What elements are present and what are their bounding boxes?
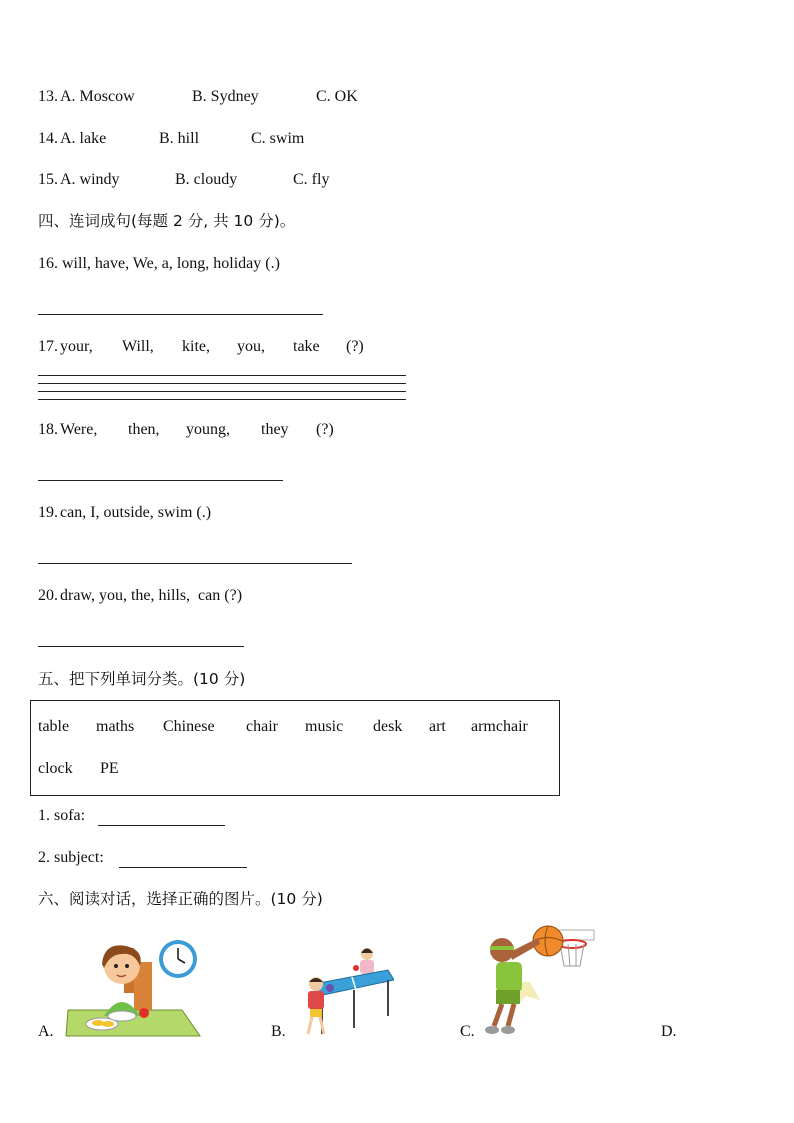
word-bank-word: maths: [96, 718, 135, 735]
q14-option-a: A. lake: [60, 130, 107, 147]
q17-writing-line[interactable]: [38, 391, 406, 392]
q16-answer-line[interactable]: [38, 314, 323, 315]
word-bank-box: [30, 700, 560, 796]
q15-option-b: B. cloudy: [175, 171, 238, 188]
table-tennis-picture: [294, 944, 394, 1038]
q20-text: draw, you, the, hills, can (?): [60, 587, 243, 604]
q17-writing-line[interactable]: [38, 375, 406, 376]
boy-eating-breakfast-picture: [64, 938, 202, 1038]
word-bank-word: PE: [100, 760, 119, 777]
word-bank-word: music: [305, 718, 344, 735]
q17-writing-line[interactable]: [38, 383, 406, 384]
category-subject-label: 2. subject:: [38, 849, 104, 866]
word-bank-word: armchair: [471, 718, 528, 735]
q18-word: then,: [128, 421, 160, 438]
q20-number: 20.: [38, 587, 58, 604]
q13-option-a: A. Moscow: [60, 88, 135, 105]
word-bank-word: Chinese: [163, 718, 215, 735]
q15-option-c: C. fly: [293, 171, 330, 188]
word-bank-word: desk: [373, 718, 403, 735]
category-sofa-label: 1. sofa:: [38, 807, 86, 824]
q17-word: your,: [60, 338, 93, 355]
q19-text: can, I, outside, swim (.): [60, 504, 212, 521]
q19-answer-line[interactable]: [38, 563, 352, 564]
category-subject-answer-line[interactable]: [119, 867, 247, 868]
q19-number: 19.: [38, 504, 58, 521]
section6-heading: 六、阅读对话，选择正确的图片。(10 分): [38, 890, 323, 908]
q17-word: you,: [237, 338, 265, 355]
option-b-label[interactable]: B.: [271, 1023, 286, 1040]
q13-option-b: B. Sydney: [192, 88, 259, 105]
q18-answer-line[interactable]: [38, 480, 283, 481]
q17-writing-line[interactable]: [38, 399, 406, 400]
q17-word: Will,: [122, 338, 154, 355]
q15-option-a: A. windy: [60, 171, 120, 188]
q18-word: Were,: [60, 421, 98, 438]
q13-option-c: C. OK: [316, 88, 358, 105]
word-bank-word: chair: [246, 718, 278, 735]
q20-answer-line[interactable]: [38, 646, 244, 647]
basketball-player-picture: [482, 922, 598, 1036]
word-bank-word: clock: [38, 760, 73, 777]
q18-word: young,: [186, 421, 230, 438]
q14-option-c: C. swim: [251, 130, 305, 147]
q18-word: (?): [316, 421, 334, 438]
q17-word: take: [293, 338, 320, 355]
q14-number: 14.: [38, 130, 58, 147]
q18-word: they: [261, 421, 289, 438]
q18-number: 18.: [38, 421, 58, 438]
q15-number: 15.: [38, 171, 58, 188]
section5-heading: 五、把下列单词分类。(10 分): [38, 670, 246, 688]
word-bank-word: art: [429, 718, 446, 735]
q14-option-b: B. hill: [159, 130, 200, 147]
option-a-label[interactable]: A.: [38, 1023, 54, 1040]
q17-number: 17.: [38, 338, 58, 355]
option-c-label[interactable]: C.: [460, 1023, 475, 1040]
section4-heading: 四、连词成句(每题 2 分, 共 10 分)。: [38, 212, 296, 230]
option-d-label[interactable]: D.: [661, 1023, 677, 1040]
q13-number: 13.: [38, 88, 58, 105]
q17-word: kite,: [182, 338, 210, 355]
category-sofa-answer-line[interactable]: [98, 825, 225, 826]
q16-text: 16. will, have, We, a, long, holiday (.): [38, 255, 280, 272]
q17-word: (?): [346, 338, 364, 355]
word-bank-word: table: [38, 718, 70, 735]
